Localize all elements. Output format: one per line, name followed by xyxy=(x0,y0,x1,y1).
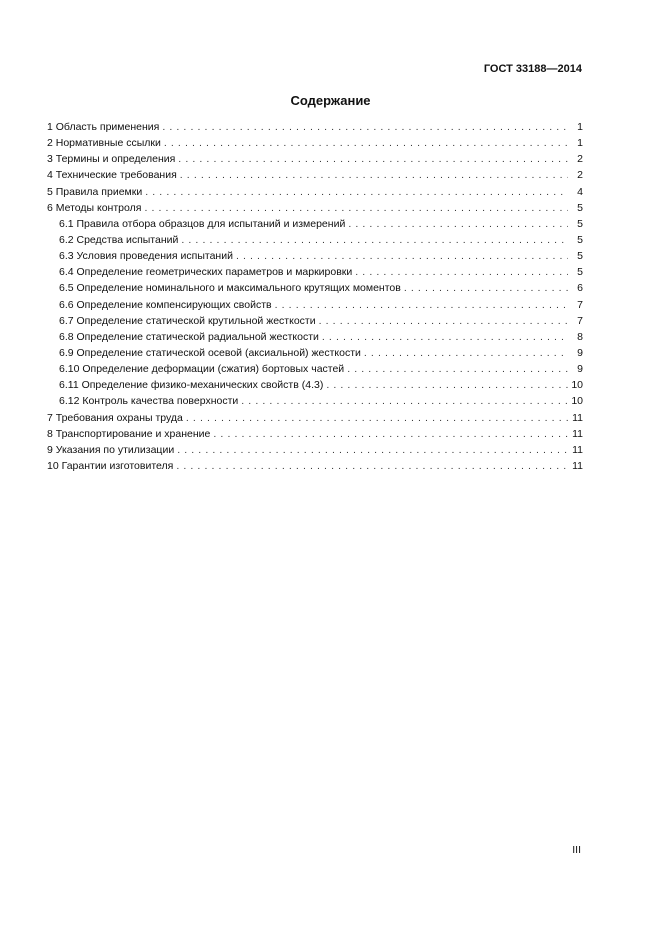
toc-entry[interactable] xyxy=(47,135,583,151)
toc-dot-leader xyxy=(236,248,568,264)
toc-entry[interactable] xyxy=(47,345,583,361)
toc-entry-page: 5 xyxy=(577,217,583,230)
toc-entry-page: 11 xyxy=(572,427,583,440)
toc-entry-label: 6.1 Правила отбора образцов для испытаний и измерений xyxy=(59,217,346,230)
toc-entry-page: 7 xyxy=(577,298,583,311)
toc-entry[interactable] xyxy=(47,216,583,232)
toc-entry-label: 5 Правила приемки xyxy=(47,185,143,198)
toc-entry-page: 11 xyxy=(572,411,583,424)
toc-entry-page: 9 xyxy=(577,346,583,359)
toc-entry-label: 6.12 Контроль качества поверхности xyxy=(59,395,239,408)
toc-entry-page: 8 xyxy=(577,330,583,343)
toc-entry-label: 6.7 Определение статической крутильной жесткости xyxy=(59,314,316,327)
toc-entry-label: 6 Методы контроля xyxy=(47,201,142,214)
toc-entry[interactable] xyxy=(47,377,583,393)
toc-entry-page: 9 xyxy=(577,363,583,376)
toc-entry[interactable] xyxy=(47,313,583,329)
toc-entry-page: 2 xyxy=(577,153,583,166)
toc-entry[interactable] xyxy=(47,232,583,248)
toc-entry-label: 6.11 Определение физико-механических свойств (4.3) xyxy=(59,379,324,392)
toc-entry-page: 5 xyxy=(577,233,583,246)
toc-entry[interactable] xyxy=(47,426,583,442)
toc-entry-page: 5 xyxy=(577,201,583,214)
toc-entry-label: 6.6 Определение компенсирующих свойств xyxy=(59,298,272,311)
toc-entry-label: 10 Гарантии изготовителя xyxy=(47,459,174,472)
toc-entry-label: 2 Нормативные ссылки xyxy=(47,137,161,150)
toc-entry[interactable] xyxy=(47,200,583,216)
toc-entry[interactable] xyxy=(47,393,583,409)
toc-entry-label: 6.10 Определение деформации (сжатия) бортовых частей xyxy=(59,363,345,376)
toc-entry-page: 10 xyxy=(571,395,583,408)
toc-entry-label: 4 Технические требования xyxy=(47,169,177,182)
toc-dot-leader xyxy=(319,313,568,329)
toc-entry-label: 6.3 Условия проведения испытаний xyxy=(59,250,233,263)
toc-dot-leader xyxy=(326,377,568,393)
toc-entry-page: 10 xyxy=(571,379,583,392)
toc-entry[interactable] xyxy=(47,119,583,135)
toc-dot-leader xyxy=(348,216,568,232)
toc-entry[interactable] xyxy=(47,329,583,345)
toc-entry-page: 11 xyxy=(572,443,583,456)
toc-dot-leader xyxy=(162,119,568,135)
toc-dot-leader xyxy=(364,345,568,361)
toc-entry-page: 1 xyxy=(577,121,583,133)
toc-entry-label: 9 Указания по утилизации xyxy=(47,443,175,456)
toc-entry[interactable] xyxy=(47,151,583,167)
toc-dot-leader xyxy=(213,426,568,442)
toc-entry[interactable] xyxy=(47,297,583,313)
page-number: III xyxy=(572,844,581,856)
toc-entry-page: 2 xyxy=(577,169,583,182)
toc-entry-label: 3 Термины и определения xyxy=(47,153,176,166)
toc-dot-leader xyxy=(178,151,568,167)
toc-dot-leader xyxy=(177,442,568,458)
toc-entry-page: 11 xyxy=(572,459,583,472)
toc-entry-label: 7 Требования охраны труда xyxy=(47,411,183,424)
toc-dot-leader xyxy=(241,393,568,409)
standard-code: ГОСТ 33188—2014 xyxy=(483,63,582,75)
toc-dot-leader xyxy=(180,167,568,183)
table-of-contents xyxy=(47,119,583,474)
toc-dot-leader xyxy=(144,200,568,216)
toc-entry-page: 4 xyxy=(577,185,583,198)
toc-entry-label: 6.5 Определение номинального и максимального крутящих моментов xyxy=(59,282,401,295)
toc-dot-leader xyxy=(164,135,568,151)
toc-entry[interactable] xyxy=(47,361,583,377)
toc-entry-label: 1 Область применения xyxy=(47,121,160,133)
toc-entry-page: 5 xyxy=(577,250,583,263)
toc-dot-leader xyxy=(176,458,568,474)
toc-dot-leader xyxy=(181,232,568,248)
toc-entry-label: 8 Транспортирование и хранение xyxy=(47,427,211,440)
toc-entry[interactable] xyxy=(47,167,583,183)
toc-entry-label: 6.8 Определение статической радиальной жесткости xyxy=(59,330,319,343)
toc-entry-label: 6.2 Средства испытаний xyxy=(59,233,179,246)
toc-entry[interactable] xyxy=(47,248,583,264)
toc-title: Содержание xyxy=(290,93,371,108)
toc-dot-leader xyxy=(347,361,568,377)
toc-entry[interactable] xyxy=(47,264,583,280)
toc-dot-leader xyxy=(145,184,568,200)
toc-entry-page: 7 xyxy=(577,314,583,327)
toc-entry-label: 6.9 Определение статической осевой (аксиальной) жесткости xyxy=(59,346,361,359)
toc-entry[interactable] xyxy=(47,442,583,458)
toc-dot-leader xyxy=(404,280,568,296)
toc-entry[interactable] xyxy=(47,458,583,474)
toc-entry[interactable] xyxy=(47,184,583,200)
toc-entry[interactable] xyxy=(47,280,583,296)
toc-dot-leader xyxy=(355,264,568,280)
toc-entry-page: 5 xyxy=(577,266,583,279)
toc-entry[interactable] xyxy=(47,410,583,426)
toc-entry-label: 6.4 Определение геометрических параметров и маркировки xyxy=(59,266,353,279)
toc-dot-leader xyxy=(275,297,568,313)
toc-dot-leader xyxy=(322,329,568,345)
toc-entry-page: 6 xyxy=(577,282,583,295)
toc-dot-leader xyxy=(186,410,568,426)
toc-entry-page: 1 xyxy=(577,137,583,150)
